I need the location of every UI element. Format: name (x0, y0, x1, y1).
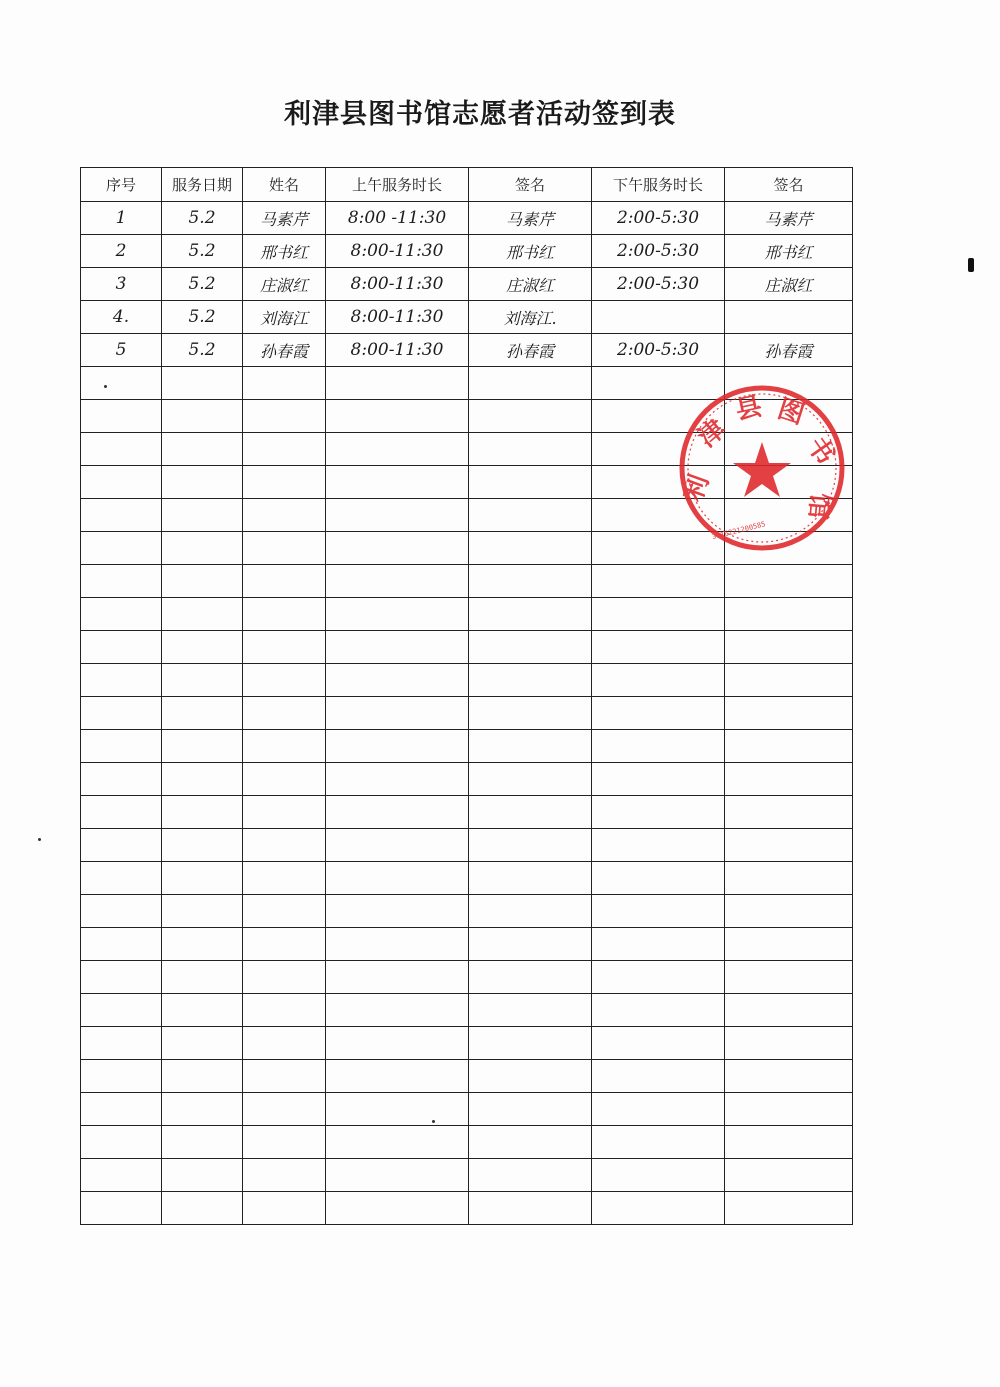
cell-name: 庄淑红 (243, 268, 326, 301)
empty-cell (592, 1192, 725, 1225)
empty-cell (469, 1159, 592, 1192)
empty-cell (81, 961, 162, 994)
empty-cell (243, 1060, 326, 1093)
cell-index: 2 (81, 235, 162, 268)
empty-cell (243, 994, 326, 1027)
empty-cell (725, 697, 853, 730)
empty-cell (243, 1159, 326, 1192)
empty-table-row (81, 1192, 853, 1225)
empty-table-row (81, 994, 853, 1027)
empty-cell (162, 631, 243, 664)
empty-cell (592, 796, 725, 829)
svg-text:馆: 馆 (802, 491, 835, 521)
empty-cell (725, 829, 853, 862)
cell-date: 5.2 (162, 268, 243, 301)
cell-morning-hours: 8:00-11:30 (326, 301, 469, 334)
empty-cell (326, 994, 469, 1027)
column-header-morning-signature: 签名 (469, 168, 592, 202)
cell-index: 3 (81, 268, 162, 301)
empty-table-row (81, 697, 853, 730)
empty-cell (326, 895, 469, 928)
empty-cell (592, 763, 725, 796)
empty-table-row (81, 1093, 853, 1126)
table-row (81, 235, 853, 268)
empty-cell (162, 466, 243, 499)
empty-cell (162, 499, 243, 532)
empty-cell (162, 1126, 243, 1159)
empty-cell (162, 796, 243, 829)
cell-afternoon-hours: 2:00-5:30 (592, 202, 725, 235)
empty-cell (725, 1126, 853, 1159)
empty-table-row (81, 1159, 853, 1192)
cell-morning-signature: 庄淑红 (469, 268, 592, 301)
empty-cell (243, 400, 326, 433)
empty-cell (469, 829, 592, 862)
empty-cell (326, 499, 469, 532)
empty-cell (469, 1060, 592, 1093)
empty-table-row (81, 829, 853, 862)
empty-cell (469, 862, 592, 895)
empty-cell (725, 1192, 853, 1225)
empty-cell (243, 367, 326, 400)
empty-cell (725, 1159, 853, 1192)
empty-cell (326, 433, 469, 466)
empty-cell (162, 829, 243, 862)
column-header-morning-hours: 上午服务时长 (326, 168, 469, 202)
empty-cell (725, 895, 853, 928)
empty-cell (81, 1159, 162, 1192)
empty-cell (326, 1192, 469, 1225)
empty-cell (326, 1093, 469, 1126)
empty-cell (243, 961, 326, 994)
empty-cell (243, 1027, 326, 1060)
empty-cell (81, 895, 162, 928)
empty-cell (725, 862, 853, 895)
empty-cell (81, 1093, 162, 1126)
empty-cell (326, 1027, 469, 1060)
cell-morning-hours: 8:00 -11:30 (326, 202, 469, 235)
empty-cell (81, 1060, 162, 1093)
empty-cell (243, 763, 326, 796)
empty-cell (592, 1159, 725, 1192)
cell-afternoon-signature: 邢书红 (725, 235, 853, 268)
empty-cell (725, 598, 853, 631)
empty-cell (81, 994, 162, 1027)
empty-cell (469, 433, 592, 466)
empty-cell (243, 598, 326, 631)
empty-cell (81, 664, 162, 697)
empty-cell (243, 730, 326, 763)
cell-afternoon-signature: 庄淑红 (725, 268, 853, 301)
empty-cell (725, 1027, 853, 1060)
empty-table-row (81, 1126, 853, 1159)
empty-cell (725, 631, 853, 664)
empty-cell (326, 697, 469, 730)
empty-cell (81, 796, 162, 829)
cell-morning-hours: 8:00-11:30 (326, 334, 469, 367)
column-header-date: 服务日期 (162, 168, 243, 202)
svg-text:图: 图 (773, 394, 808, 431)
empty-cell (81, 433, 162, 466)
table-row (81, 268, 853, 301)
empty-cell (469, 1093, 592, 1126)
empty-cell (162, 367, 243, 400)
empty-table-row (81, 664, 853, 697)
scan-speck (38, 838, 41, 841)
table-body (81, 202, 853, 1225)
empty-cell (162, 1093, 243, 1126)
empty-table-row (81, 1060, 853, 1093)
empty-table-row (81, 895, 853, 928)
empty-cell (592, 631, 725, 664)
svg-text:3716221200585: 3716221200585 (711, 520, 767, 542)
empty-cell (162, 730, 243, 763)
empty-cell (725, 763, 853, 796)
svg-text:县: 县 (732, 391, 765, 427)
empty-cell (81, 1192, 162, 1225)
empty-cell (326, 532, 469, 565)
empty-cell (243, 1192, 326, 1225)
empty-cell (725, 961, 853, 994)
empty-cell (592, 598, 725, 631)
cell-index: 5 (81, 334, 162, 367)
empty-cell (162, 1060, 243, 1093)
column-header-name: 姓名 (243, 168, 326, 202)
empty-cell (469, 598, 592, 631)
empty-cell (81, 862, 162, 895)
column-header-afternoon-hours: 下午服务时长 (592, 168, 725, 202)
empty-cell (243, 862, 326, 895)
cell-morning-hours: 8:00-11:30 (326, 268, 469, 301)
empty-cell (81, 631, 162, 664)
cell-name: 孙春霞 (243, 334, 326, 367)
column-header-afternoon-signature: 签名 (725, 168, 853, 202)
empty-cell (592, 565, 725, 598)
empty-cell (592, 1060, 725, 1093)
empty-cell (592, 961, 725, 994)
empty-table-row (81, 763, 853, 796)
empty-cell (326, 928, 469, 961)
document-title: 利津县图书馆志愿者活动签到表 (284, 99, 676, 130)
empty-cell (469, 697, 592, 730)
cell-date: 5.2 (162, 235, 243, 268)
cell-name: 邢书红 (243, 235, 326, 268)
empty-cell (469, 961, 592, 994)
empty-table-row (81, 631, 853, 664)
empty-cell (162, 400, 243, 433)
empty-cell (162, 1159, 243, 1192)
empty-cell (326, 796, 469, 829)
empty-cell (326, 367, 469, 400)
empty-cell (469, 796, 592, 829)
official-seal-stamp (670, 380, 855, 558)
empty-cell (81, 697, 162, 730)
empty-cell (469, 1126, 592, 1159)
cell-index: 4. (81, 301, 162, 334)
empty-cell (243, 466, 326, 499)
empty-cell (162, 697, 243, 730)
empty-cell (469, 1027, 592, 1060)
empty-table-row (81, 928, 853, 961)
empty-cell (243, 532, 326, 565)
empty-cell (81, 565, 162, 598)
cell-morning-signature: 刘海江. (469, 301, 592, 334)
empty-cell (592, 664, 725, 697)
scan-edge-mark (968, 258, 974, 272)
empty-cell (243, 796, 326, 829)
table-row (81, 301, 853, 334)
empty-cell (162, 598, 243, 631)
empty-cell (725, 1093, 853, 1126)
empty-cell (469, 763, 592, 796)
empty-cell (592, 895, 725, 928)
empty-cell (469, 499, 592, 532)
empty-cell (326, 862, 469, 895)
empty-cell (326, 1060, 469, 1093)
empty-cell (162, 763, 243, 796)
empty-cell (81, 598, 162, 631)
cell-date: 5.2 (162, 301, 243, 334)
signin-table (80, 167, 853, 1225)
empty-cell (81, 763, 162, 796)
empty-cell (725, 664, 853, 697)
empty-cell (81, 400, 162, 433)
empty-cell (162, 862, 243, 895)
empty-cell (243, 1093, 326, 1126)
empty-cell (469, 367, 592, 400)
empty-cell (592, 1093, 725, 1126)
empty-table-row (81, 796, 853, 829)
empty-cell (725, 796, 853, 829)
cell-name: 马素芹 (243, 202, 326, 235)
empty-cell (469, 994, 592, 1027)
empty-cell (592, 994, 725, 1027)
empty-cell (469, 928, 592, 961)
empty-cell (162, 1027, 243, 1060)
cell-date: 5.2 (162, 202, 243, 235)
empty-cell (81, 730, 162, 763)
empty-table-row (81, 730, 853, 763)
empty-cell (592, 730, 725, 763)
empty-cell (81, 499, 162, 532)
empty-cell (81, 1126, 162, 1159)
stamp-star-icon (733, 442, 791, 497)
empty-cell (469, 565, 592, 598)
cell-afternoon-hours: 2:00-5:30 (592, 268, 725, 301)
empty-cell (162, 994, 243, 1027)
empty-cell (326, 565, 469, 598)
empty-cell (243, 631, 326, 664)
cell-morning-signature: 邢书红 (469, 235, 592, 268)
cell-afternoon-signature: 孙春霞 (725, 334, 853, 367)
empty-cell (326, 829, 469, 862)
empty-cell (162, 961, 243, 994)
empty-table-row (81, 598, 853, 631)
empty-cell (162, 664, 243, 697)
empty-cell (469, 631, 592, 664)
empty-cell (162, 565, 243, 598)
empty-cell (162, 895, 243, 928)
empty-cell (592, 862, 725, 895)
empty-cell (162, 433, 243, 466)
cell-afternoon-hours: 2:00-5:30 (592, 235, 725, 268)
empty-cell (592, 697, 725, 730)
empty-table-row (81, 862, 853, 895)
empty-cell (162, 532, 243, 565)
cell-morning-signature: 马素芹 (469, 202, 592, 235)
empty-cell (469, 1192, 592, 1225)
empty-cell (243, 829, 326, 862)
cell-afternoon-hours (592, 301, 725, 334)
empty-cell (243, 433, 326, 466)
empty-cell (243, 565, 326, 598)
svg-text:书: 书 (800, 431, 841, 471)
empty-cell (592, 1027, 725, 1060)
empty-cell (326, 1159, 469, 1192)
empty-cell (326, 598, 469, 631)
empty-cell (725, 928, 853, 961)
empty-cell (81, 532, 162, 565)
table-row (81, 334, 853, 367)
empty-cell (243, 928, 326, 961)
empty-cell (326, 961, 469, 994)
cell-morning-hours: 8:00-11:30 (326, 235, 469, 268)
empty-cell (469, 664, 592, 697)
empty-cell (326, 466, 469, 499)
cell-name: 刘海江 (243, 301, 326, 334)
empty-cell (725, 1060, 853, 1093)
table-row (81, 202, 853, 235)
empty-cell (592, 1126, 725, 1159)
empty-cell (592, 928, 725, 961)
cell-afternoon-signature (725, 301, 853, 334)
scan-speck (104, 385, 107, 388)
svg-text:利: 利 (678, 470, 716, 506)
empty-cell (81, 829, 162, 862)
empty-cell (81, 1027, 162, 1060)
column-header-index: 序号 (81, 168, 162, 202)
empty-cell (326, 664, 469, 697)
empty-cell (243, 1126, 326, 1159)
empty-cell (243, 895, 326, 928)
empty-table-row (81, 961, 853, 994)
cell-index: 1 (81, 202, 162, 235)
empty-cell (243, 499, 326, 532)
table-header-row (81, 168, 853, 202)
empty-cell (592, 829, 725, 862)
empty-cell (326, 1126, 469, 1159)
empty-cell (81, 367, 162, 400)
svg-text:津: 津 (692, 413, 732, 454)
empty-cell (725, 730, 853, 763)
empty-cell (725, 565, 853, 598)
empty-cell (326, 400, 469, 433)
empty-cell (469, 466, 592, 499)
empty-cell (469, 730, 592, 763)
cell-afternoon-hours: 2:00-5:30 (592, 334, 725, 367)
empty-table-row (81, 565, 853, 598)
empty-table-row (81, 1027, 853, 1060)
empty-cell (469, 400, 592, 433)
empty-cell (162, 928, 243, 961)
scan-speck (432, 1120, 435, 1123)
empty-cell (81, 466, 162, 499)
empty-cell (326, 763, 469, 796)
empty-cell (243, 697, 326, 730)
empty-cell (725, 994, 853, 1027)
empty-cell (469, 895, 592, 928)
empty-cell (81, 928, 162, 961)
empty-cell (326, 631, 469, 664)
cell-afternoon-signature: 马素芹 (725, 202, 853, 235)
empty-cell (243, 664, 326, 697)
empty-cell (162, 1192, 243, 1225)
empty-cell (326, 730, 469, 763)
cell-date: 5.2 (162, 334, 243, 367)
empty-cell (469, 532, 592, 565)
cell-morning-signature: 孙春霞 (469, 334, 592, 367)
